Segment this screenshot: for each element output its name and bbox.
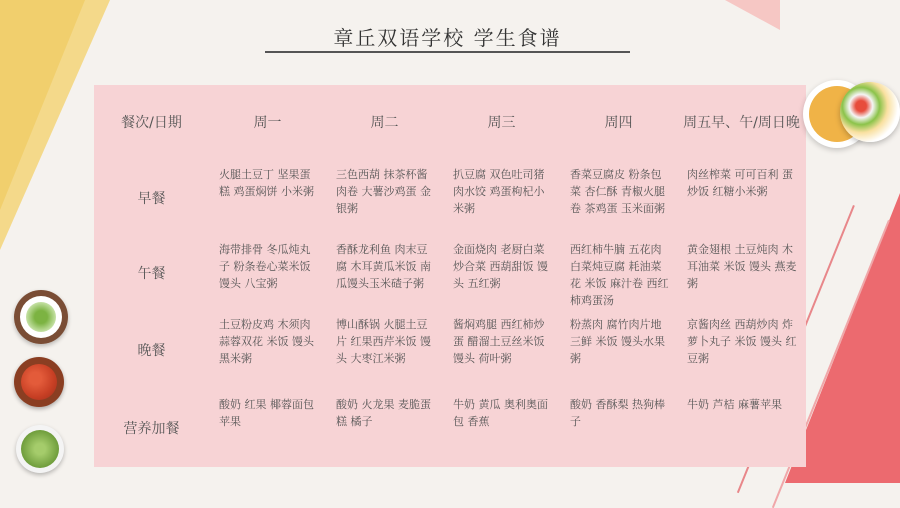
menu-cell: 香酥龙利鱼 肉末豆腐 木耳黄瓜米饭 南瓜馒头玉米碴子粥 <box>336 243 431 290</box>
menu-cell: 肉丝榨菜 可可百利 蛋炒饭 红糖小米粥 <box>687 168 793 198</box>
meal-label-dinner: 晚餐 <box>137 343 166 359</box>
menu-cell: 扒豆腐 双色吐司猪肉水饺 鸡蛋枸杞小米粥 <box>453 168 545 215</box>
menu-cell: 黄金翅根 土豆炖肉 木耳油菜 米饭 馒头 燕麦粥 <box>687 243 797 290</box>
day-header-tue: 周二 <box>370 114 399 131</box>
menu-cell: 博山酥锅 火腿土豆片 红果西芹米饭 馒头 大枣江米粥 <box>336 318 431 365</box>
vegetable-dish-icon <box>14 290 68 344</box>
menu-cell: 西红柿牛腩 五花肉白菜炖豆腐 耗油菜花 米饭 麻汁卷 西红柿鸡蛋汤 <box>570 243 669 307</box>
meal-label-snack: 营养加餐 <box>123 420 180 437</box>
meal-label-lunch: 午餐 <box>137 265 166 282</box>
decor-yellow-corner-inner <box>0 0 85 210</box>
menu-cell: 酸奶 火龙果 麦脆蛋糕 橘子 <box>336 398 431 428</box>
day-header-fri: 周五早、午/周日晚 <box>683 114 800 131</box>
decor-pink-triangle <box>725 0 780 30</box>
menu-cell: 酸奶 香酥梨 热狗棒子 <box>570 398 665 428</box>
green-soup-icon <box>16 425 64 473</box>
menu-table <box>94 85 806 467</box>
menu-cell: 三色西葫 抹茶杯酱肉卷 大薯沙鸡蛋 金银粥 <box>336 168 431 215</box>
page-title: 章丘双语学校 学生食谱 <box>333 26 562 50</box>
menu-cell: 粉蒸肉 腐竹肉片地三鲜 米饭 馒头水果粥 <box>570 318 665 365</box>
menu-cell: 酸奶 红果 椰蓉面包 苹果 <box>219 398 314 428</box>
menu-cell: 牛奶 芦桔 麻薯苹果 <box>687 398 782 411</box>
menu-cell: 香菜豆腐皮 粉条包菜 杏仁酥 青椒火腿卷 茶鸡蛋 玉米面粥 <box>570 168 665 215</box>
tomato-dish-icon <box>14 357 64 407</box>
menu-cell: 金面烧肉 老厨白菜 炒合菜 西葫甜饭 馒头 五红粥 <box>453 243 548 290</box>
salad-bowl-icon <box>840 82 900 142</box>
day-header-mon: 周一 <box>253 114 282 131</box>
day-header-wed: 周三 <box>487 114 516 131</box>
menu-cell: 京酱肉丝 西葫炒肉 炸萝卜丸子 米饭 馒头 红豆粥 <box>687 318 797 365</box>
title-underline <box>265 51 630 53</box>
menu-cell: 海带排骨 冬瓜炖丸子 粉条卷心菜米饭 馒头 八宝粥 <box>219 243 311 290</box>
menu-board <box>94 85 806 467</box>
meal-label-breakfast: 早餐 <box>137 190 166 207</box>
menu-cell: 酱焖鸡腿 西红柿炒蛋 醋溜土豆丝米饭 馒头 荷叶粥 <box>453 318 545 365</box>
day-header-thu: 周四 <box>604 114 633 131</box>
menu-cell: 土豆粉皮鸡 木须肉 蒜蓉双花 米饭 馒头 黑米粥 <box>219 318 314 365</box>
corner-header: 餐次/日期 <box>121 114 182 131</box>
menu-cell: 牛奶 黄瓜 奥利奥面包 香蕉 <box>453 398 548 428</box>
menu-cell: 火腿土豆丁 坚果蛋糕 鸡蛋焖饼 小米粥 <box>219 168 314 198</box>
